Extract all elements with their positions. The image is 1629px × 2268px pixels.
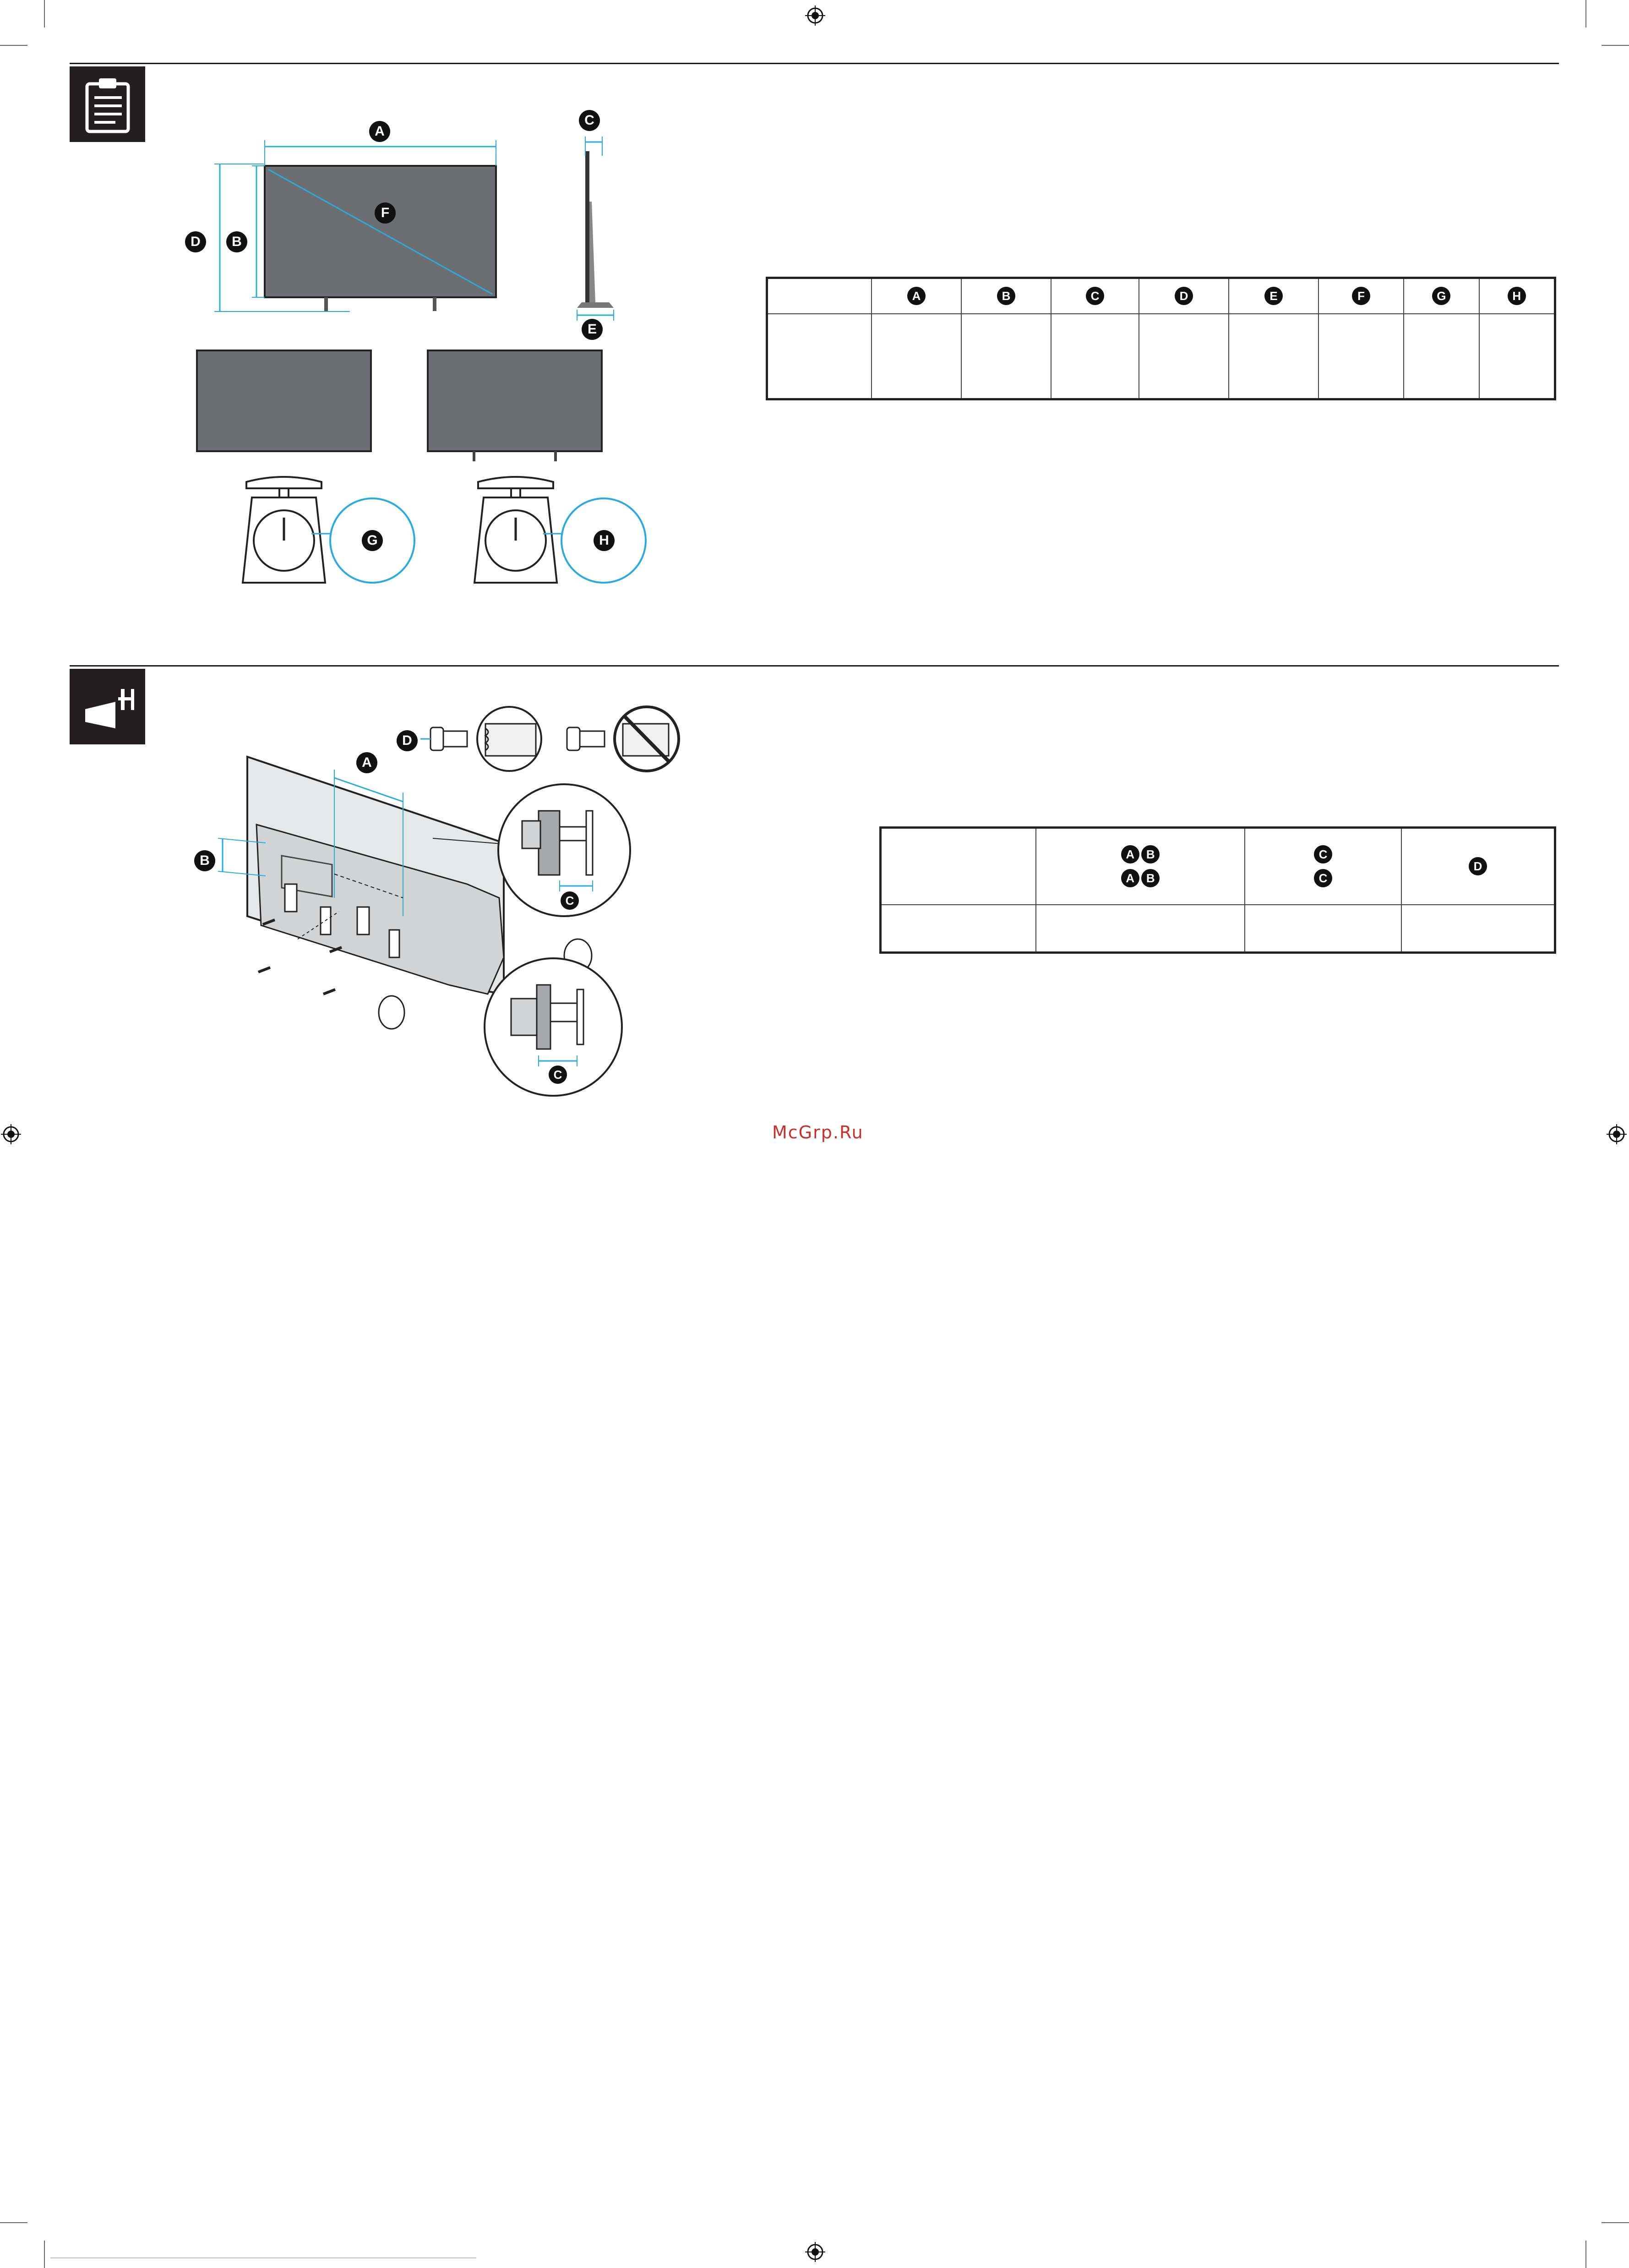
spec-cell bbox=[1051, 314, 1139, 399]
spec-table-header-row bbox=[767, 278, 1555, 314]
label-vertical-pitch: B bbox=[194, 850, 215, 871]
spec-header-f: F bbox=[1352, 287, 1370, 305]
label-screw-length: C bbox=[561, 891, 579, 910]
spec-cell bbox=[1479, 314, 1555, 399]
spec-cell bbox=[1318, 314, 1404, 399]
spec-header-d: D bbox=[1175, 287, 1193, 305]
vesa-a-badge: A bbox=[1121, 845, 1139, 863]
label-weight-without-stand: G bbox=[362, 530, 383, 551]
section-divider bbox=[70, 665, 1559, 667]
spec-col-f bbox=[1318, 278, 1404, 314]
wall-mount-icon bbox=[82, 683, 136, 733]
wall-mount-cell bbox=[881, 905, 1036, 953]
spec-table-corner bbox=[767, 278, 872, 314]
spec-cell bbox=[1404, 314, 1479, 399]
wall-mount-cell bbox=[1036, 905, 1245, 953]
screw-length-line-2 bbox=[1245, 869, 1401, 887]
tv-dimension-diagram bbox=[183, 110, 733, 596]
spec-row-label bbox=[767, 314, 872, 399]
spec-table-row bbox=[767, 314, 1555, 399]
wall-mount-table-row bbox=[881, 905, 1555, 953]
label-height-with-stand: D bbox=[185, 231, 206, 252]
vesa-b-badge: B bbox=[1141, 845, 1160, 863]
spec-table bbox=[766, 277, 1556, 400]
spec-col-b bbox=[961, 278, 1051, 314]
label-screw-length: C bbox=[549, 1066, 567, 1084]
section-divider bbox=[70, 63, 1559, 64]
spec-cell bbox=[872, 314, 961, 399]
label-weight-with-stand: H bbox=[594, 530, 615, 551]
screw-length-badge: C bbox=[1314, 845, 1332, 863]
spec-col-h bbox=[1479, 278, 1555, 314]
label-horizontal-pitch: A bbox=[356, 752, 377, 773]
registration-mark-icon bbox=[1, 1124, 21, 1144]
spec-col-c bbox=[1051, 278, 1139, 314]
registration-mark-icon bbox=[805, 2242, 825, 2262]
tv-without-stand bbox=[197, 350, 371, 451]
screw-prohibited-icon bbox=[567, 707, 679, 771]
spec-cell bbox=[961, 314, 1051, 399]
spec-header-g: G bbox=[1432, 287, 1450, 305]
vesa-line-1 bbox=[1036, 845, 1244, 863]
clipboard-icon bbox=[83, 77, 132, 133]
wall-mount-table-corner bbox=[881, 828, 1036, 905]
spec-header-c: C bbox=[1086, 287, 1104, 305]
wall-mount-table bbox=[879, 826, 1556, 954]
specs-section-tile bbox=[70, 66, 145, 142]
screw-badge: D bbox=[1469, 857, 1487, 875]
screw-length-line-1 bbox=[1245, 845, 1401, 863]
registration-mark-icon bbox=[1607, 1124, 1627, 1144]
spec-col-a bbox=[872, 278, 961, 314]
wall-mount-diagram bbox=[183, 701, 696, 1113]
spec-col-e bbox=[1229, 278, 1318, 314]
wall-mount-section-tile bbox=[70, 669, 145, 744]
spec-col-g bbox=[1404, 278, 1479, 314]
label-height: B bbox=[226, 231, 247, 252]
registration-mark-icon bbox=[805, 5, 825, 26]
scale-without-stand bbox=[243, 477, 414, 583]
label-diagonal: F bbox=[375, 202, 396, 224]
label-depth: C bbox=[579, 110, 600, 131]
label-screw: D bbox=[397, 730, 418, 751]
spec-header-b: B bbox=[997, 287, 1015, 305]
spec-header-h: H bbox=[1508, 287, 1526, 305]
spec-header-a: A bbox=[907, 287, 926, 305]
spec-cell bbox=[1139, 314, 1229, 399]
vesa-line-2 bbox=[1036, 869, 1244, 887]
label-stand-depth: E bbox=[582, 319, 603, 340]
scale-with-stand bbox=[474, 477, 646, 583]
spec-col-d bbox=[1139, 278, 1229, 314]
spec-header-e: E bbox=[1264, 287, 1283, 305]
wall-mount-col-d bbox=[1401, 828, 1555, 905]
wall-mount-col-ab bbox=[1036, 828, 1245, 905]
screw-ok bbox=[420, 707, 541, 771]
screw-length-badge: C bbox=[1314, 869, 1332, 887]
watermark: McGrp.Ru bbox=[772, 1122, 864, 1142]
tv-with-stand bbox=[428, 350, 602, 451]
wall-mount-cell bbox=[1401, 905, 1555, 953]
vesa-a-badge: A bbox=[1121, 869, 1139, 887]
wall-mount-col-c bbox=[1245, 828, 1401, 905]
wall-mount-table-header-row bbox=[881, 828, 1555, 905]
wall-mount-cell bbox=[1245, 905, 1401, 953]
vesa-b-badge: B bbox=[1141, 869, 1160, 887]
spec-cell bbox=[1229, 314, 1318, 399]
label-width: A bbox=[369, 121, 390, 142]
